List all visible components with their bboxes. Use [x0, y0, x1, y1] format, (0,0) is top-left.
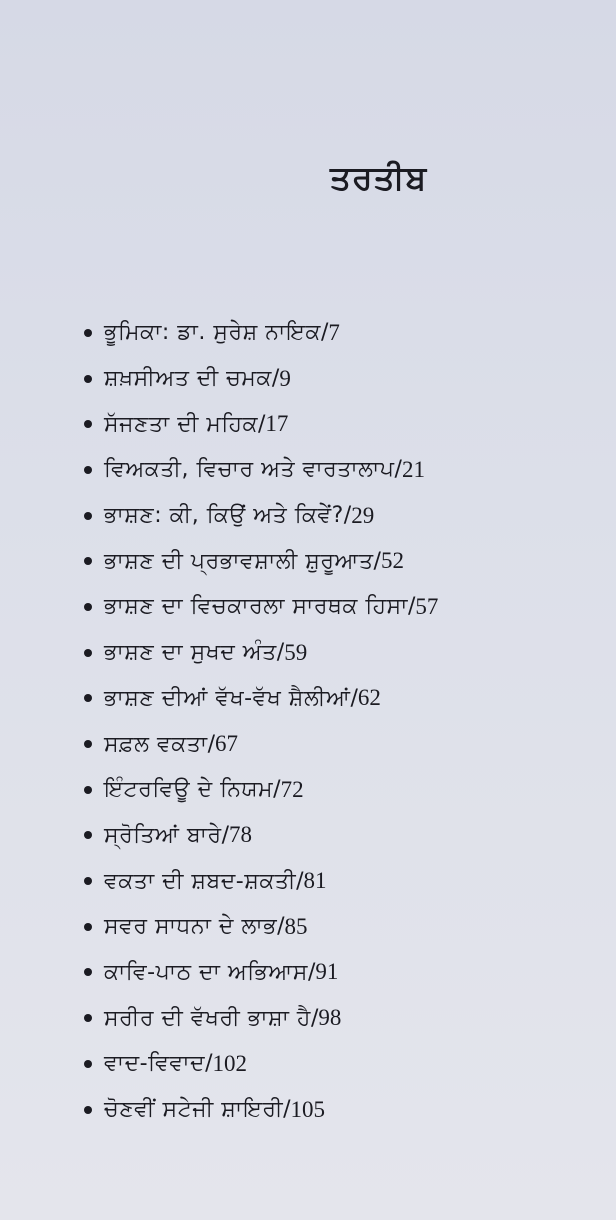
page-separator: /: [296, 868, 304, 894]
toc-entry-title: ਭੂਮਿਕਾ: ਡਾ. ਸੁਰੇਸ਼ ਨਾਇਕ: [104, 320, 321, 346]
toc-item: [84, 584, 604, 630]
page-separator: /: [310, 1005, 319, 1031]
toc-entry-title: ਸਫ਼ਲ ਵਕਤਾ: [104, 731, 208, 757]
bullet-icon: [84, 557, 92, 565]
table-of-contents: [84, 310, 604, 1132]
toc-page-number: 7: [328, 319, 340, 345]
page-separator: /: [257, 411, 266, 437]
toc-item: [84, 356, 604, 402]
toc-entry-title: ਭਾਸ਼ਣ ਦਾ ਵਿਚਕਾਰਲਾ ਸਾਰਥਕ ਹਿਸਾ: [104, 594, 408, 620]
page-separator: /: [221, 822, 230, 848]
bullet-icon: [84, 968, 92, 976]
toc-page-number: 91: [315, 959, 339, 985]
bullet-icon: [84, 740, 92, 748]
page-separator: /: [407, 594, 416, 620]
bullet-icon: [84, 420, 92, 428]
bullet-icon: [84, 1106, 92, 1114]
toc-item: [84, 1041, 604, 1087]
bullet-icon: [84, 649, 92, 657]
toc-item: [84, 538, 604, 584]
toc-entry-title: ਵਾਦ-ਵਿਵਾਦ: [104, 1051, 206, 1077]
bullet-icon: [84, 1060, 92, 1068]
toc-item: [84, 904, 604, 950]
bullet-icon: [84, 1014, 92, 1022]
bullet-icon: [84, 694, 92, 702]
toc-page-number: 57: [415, 593, 439, 619]
toc-entry-title: ਭਾਸ਼ਣ ਦਾ ਸੁਖਦ ਅੰਤ: [104, 640, 277, 666]
toc-entry-title: ਭਾਸ਼ਣ ਦੀਆਂ ਵੱਖ-ਵੱਖ ਸ਼ੈਲੀਆਂ: [104, 685, 351, 711]
bullet-icon: [84, 603, 92, 611]
page-separator: /: [350, 685, 358, 711]
toc-item: [84, 630, 604, 676]
toc-entry-title: ਵਿਅਕਤੀ, ਵਿਚਾਰ ਅਤੇ ਵਾਰਤਾਲਾਪ: [104, 457, 395, 483]
toc-entry-title: ਕਾਵਿ-ਪਾਠ ਦਾ ਅਭਿਆਸ: [104, 959, 308, 985]
bullet-icon: [84, 786, 92, 794]
toc-entry-title: ਸੱਜਣਤਾ ਦੀ ਮਹਿਕ: [104, 411, 258, 437]
toc-item: [84, 401, 604, 447]
bullet-icon: [84, 923, 92, 931]
toc-page-number: 72: [280, 776, 304, 802]
toc-page-number: 105: [290, 1096, 326, 1122]
toc-item: [84, 995, 604, 1041]
page-separator: /: [320, 320, 329, 346]
page-separator: /: [394, 457, 402, 483]
toc-page-number: 102: [212, 1050, 247, 1076]
toc-item: [84, 1087, 604, 1133]
toc-item: [84, 858, 604, 904]
toc-entry-title: ਸ੍ਰੋਤਿਆਂ ਬਾਰੇ: [104, 822, 222, 848]
page-title: ਤਰਤੀਬ: [330, 158, 428, 197]
bullet-icon: [84, 375, 92, 383]
toc-entry-title: ਵਕਤਾ ਦੀ ਸ਼ਬਦ-ਸ਼ਕਤੀ: [104, 868, 297, 894]
toc-item: [84, 813, 604, 859]
toc-entry-title: ਭਾਸ਼ਣ: ਕੀ, ਕਿਉਂ ਅਤੇ ਕਿਵੇਂ?: [104, 503, 344, 529]
bullet-icon: [84, 831, 92, 839]
page-separator: /: [283, 1097, 291, 1123]
page-separator: /: [276, 640, 285, 666]
toc-entry-title: ਇੰਟਰਵਿਊ ਦੇ ਨਿਯਮ: [104, 777, 274, 803]
page-separator: /: [343, 503, 352, 529]
toc-page-number: 62: [357, 685, 381, 711]
page-separator: /: [273, 777, 281, 803]
toc-item: [84, 447, 604, 493]
toc-page-number: 59: [284, 639, 308, 665]
toc-item: [84, 493, 604, 539]
toc-entry-title: ਸ਼ਖ਼ਸੀਅਤ ਦੀ ਚਮਕ: [104, 366, 272, 392]
toc-page-number: 78: [229, 822, 253, 848]
page-separator: /: [373, 548, 381, 574]
page-separator: /: [205, 1051, 213, 1077]
bullet-icon: [84, 466, 92, 474]
page-separator: /: [271, 366, 280, 392]
toc-entry-title: ਚੋਣਵੀਂ ਸਟੇਜੀ ਸ਼ਾਇਰੀ: [104, 1097, 284, 1123]
toc-item: [84, 676, 604, 722]
toc-page-number: 17: [265, 411, 289, 437]
page-separator: /: [207, 731, 216, 757]
toc-entry-title: ਸਰੀਰ ਦੀ ਵੱਖਰੀ ਭਾਸ਼ਾ ਹੈ: [104, 1005, 311, 1031]
toc-item: [84, 721, 604, 767]
toc-page-number: 85: [284, 913, 308, 939]
toc-page-number: 21: [401, 456, 425, 482]
page-separator: /: [307, 959, 316, 985]
toc-page-number: 98: [318, 1005, 342, 1031]
toc-entry-title: ਭਾਸ਼ਣ ਦੀ ਪ੍ਰਭਾਵਸ਼ਾਲੀ ਸ਼ੁਰੂਆਤ: [104, 548, 374, 574]
toc-item: [84, 310, 604, 356]
bullet-icon: [84, 512, 92, 520]
toc-page-number: 67: [215, 731, 239, 757]
toc-page-number: 81: [303, 868, 327, 894]
toc-entry-title: ਸਵਰ ਸਾਧਨਾ ਦੇ ਲਾਭ: [104, 914, 278, 940]
toc-page-number: 52: [380, 548, 404, 574]
toc-page-number: 9: [279, 365, 291, 391]
toc-page-number: 29: [351, 502, 375, 528]
bullet-icon: [84, 329, 92, 337]
page-separator: /: [277, 914, 285, 940]
toc-item: [84, 767, 604, 813]
bullet-icon: [84, 877, 92, 885]
toc-item: [84, 950, 604, 996]
